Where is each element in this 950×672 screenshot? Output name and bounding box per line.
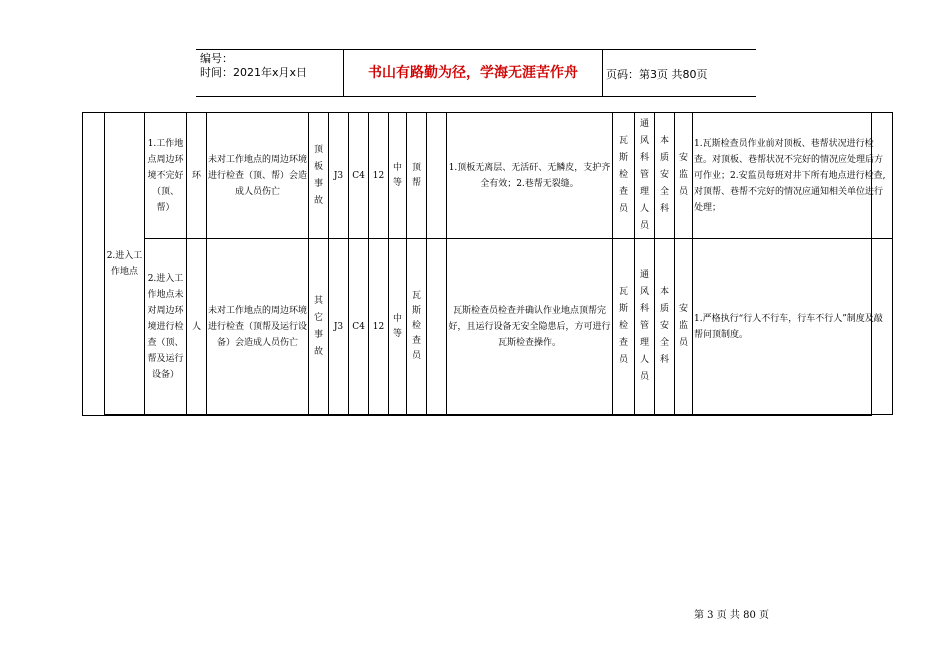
table-row xyxy=(105,113,893,239)
table-row xyxy=(105,239,893,415)
page-footer: 第 3 页 共 80 页 xyxy=(694,610,769,621)
supervisor-cell: 安监员 xyxy=(675,239,693,415)
measures-cell: 1.瓦斯检查员作业前对顶板、巷帮状况进行检查。对顶板、巷帮状况不完好的情况应处理后方可作业；2.安监员每班对井下所有地点进行检查,对顶帮、巷帮不完好的情况应通知相关单位进行处理； xyxy=(693,113,893,239)
accident-type-cell: 顶板事故 xyxy=(309,113,329,239)
header-page-code: 页码：第3页 共80页 xyxy=(606,68,708,81)
consequence-cell: 未对工作地点的周边环境进行检查（顶、帮）会造成人员伤亡 xyxy=(207,113,309,239)
measures-cell: 1.严格执行“行人不行车，行车不行人”制度及敲帮问顶制度。 xyxy=(693,239,893,415)
code2-cell: C4 xyxy=(349,239,369,415)
category-cell: 环 xyxy=(187,113,207,239)
category-cell: 人 xyxy=(187,239,207,415)
accident-type-cell: 其它事故 xyxy=(309,239,329,415)
document-date: 时间：2021年x月x日 xyxy=(200,66,308,79)
document-number-label: 编号： xyxy=(200,52,233,65)
hazard-cell: 1.工作地点周边环境不完好（顶、帮） xyxy=(145,113,187,239)
responsible-cell: 瓦斯检查员 xyxy=(613,239,635,415)
code1-cell: J3 xyxy=(329,239,349,415)
header-meta xyxy=(200,52,340,80)
group-label: 2.进入工作地点 xyxy=(105,113,145,415)
consequence-cell: 未对工作地点的周边环境进行检查（顶帮及运行设备）会造成人员伤亡 xyxy=(207,239,309,415)
score-cell: 12 xyxy=(369,239,389,415)
blank-cell xyxy=(427,113,447,239)
standard-cell: 瓦斯检查员检查并确认作业地点顶帮完好，且运行设备无安全隐患后，方可进行瓦斯检查操作。 xyxy=(447,239,613,415)
risk-table xyxy=(104,112,893,415)
manager-cell: 通风科管理人员 xyxy=(635,113,655,239)
score-cell: 12 xyxy=(369,113,389,239)
item-cell: 顶帮 xyxy=(407,113,427,239)
standard-cell: 1.顶板无离层、无活矸、无鳞皮，支护齐全有效；2.巷帮无裂缝。 xyxy=(447,113,613,239)
level-cell: 中等 xyxy=(389,113,407,239)
dept-cell: 本质安全科 xyxy=(655,239,675,415)
hazard-cell: 2.进入工作地点未对周边环境进行检查（顶、帮及运行设备） xyxy=(145,239,187,415)
item-cell: 瓦斯检查员 xyxy=(407,239,427,415)
responsible-cell: 瓦斯检查员 xyxy=(613,113,635,239)
manager-cell: 通风科管理人员 xyxy=(635,239,655,415)
code1-cell: J3 xyxy=(329,113,349,239)
code2-cell: C4 xyxy=(349,113,369,239)
level-cell: 中等 xyxy=(389,239,407,415)
blank-cell xyxy=(427,239,447,415)
page-header xyxy=(196,49,756,97)
dept-cell: 本质安全科 xyxy=(655,113,675,239)
supervisor-cell: 安监员 xyxy=(675,113,693,239)
header-motto: 书山有路勤为径，学海无涯苦作舟 xyxy=(343,50,603,96)
